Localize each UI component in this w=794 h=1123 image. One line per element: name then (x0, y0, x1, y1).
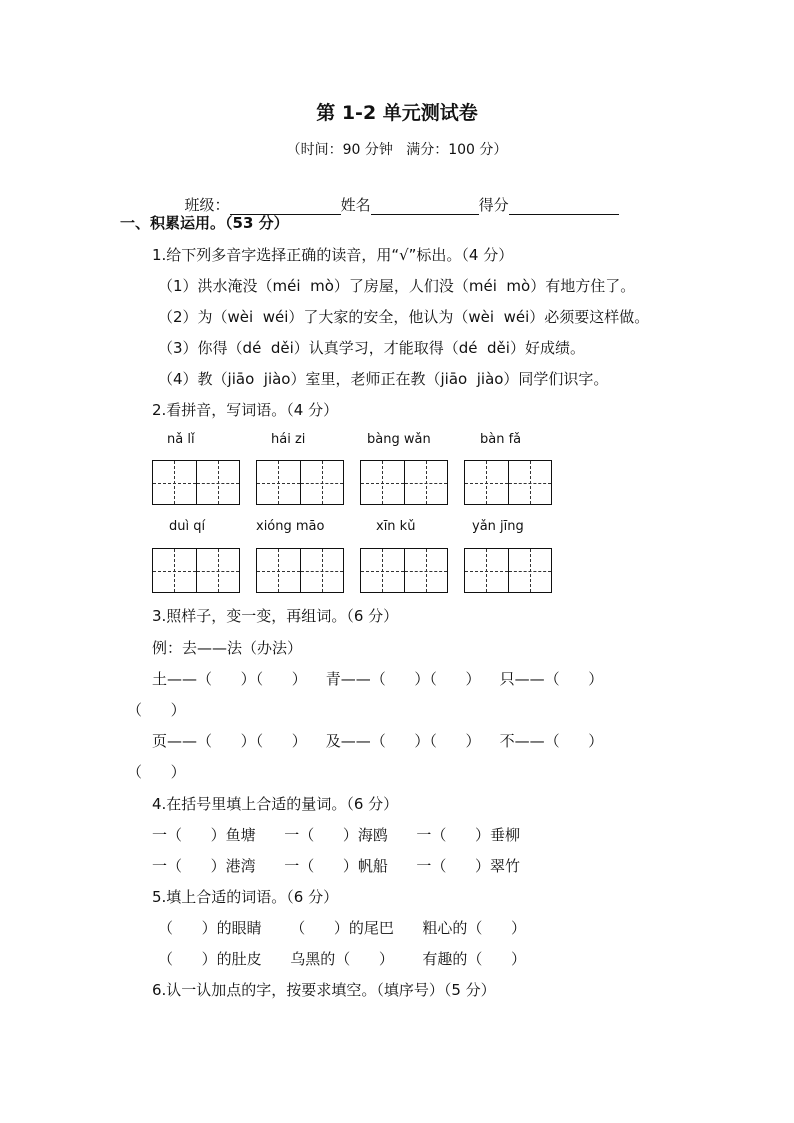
student-info-row (175, 175, 619, 215)
q3-example: 例：去——法（办法） (152, 639, 303, 657)
exam-info: （时间：90 分钟 满分：100 分） (286, 142, 508, 158)
name-blank[interactable] (371, 197, 479, 215)
tianzige-box[interactable] (360, 460, 448, 505)
q3-prompt: 3.照样子，变一变，再组词。（6 分） (152, 607, 399, 625)
q3-line-2: 页——（ ）（ ） 及——（ ）（ ） 不——（ ） (152, 732, 604, 750)
q3-line-1: 土——（ ）（ ） 青——（ ）（ ） 只——（ ） (152, 670, 604, 688)
q5-prompt: 5.填上合适的词语。（6 分） (152, 888, 339, 906)
section-heading: 一、积累运用。（53 分） (120, 214, 289, 232)
q4-prompt: 4.在括号里填上合适的量词。（6 分） (152, 795, 399, 813)
tianzige-box[interactable] (152, 460, 240, 505)
page-title: 第 1-2 单元测试卷 (316, 102, 478, 124)
tianzige-box[interactable] (152, 548, 240, 593)
class-label: 班级： (184, 196, 230, 214)
tianzige-box[interactable] (464, 460, 552, 505)
q1-prompt: 1.给下列多音字选择正确的读音，用“√”标出。（4 分） (152, 246, 514, 264)
q3-line-2-wrap: （ ） (127, 763, 186, 781)
q5-line-1: （ ）的眼睛 （ ）的尾巴 粗心的（ ） (158, 919, 527, 937)
tianzige-box[interactable] (256, 548, 344, 593)
q4-line-2: 一（ ）港湾 一（ ）帆船 一（ ）翠竹 (152, 857, 521, 875)
tianzige-box[interactable] (464, 548, 552, 593)
q5-line-2: （ ）的肚皮 乌黑的（ ） 有趣的（ ） (158, 950, 527, 968)
tianzige-box[interactable] (256, 460, 344, 505)
pinyin-label: hái zi (271, 432, 306, 447)
q6-prompt: 6.认一认加点的字，按要求填空。（填序号）（5 分） (152, 981, 496, 999)
tianzige-box[interactable] (360, 548, 448, 593)
q2-prompt: 2.看拼音，写词语。（4 分） (152, 401, 339, 419)
q4-line-1: 一（ ）鱼塘 一（ ）海鸥 一（ ）垂柳 (152, 826, 521, 844)
pinyin-label: xīn kǔ (376, 519, 416, 534)
q1-item-4: （4）教（jiāo jiào）室里，老师正在教（jiāo jiào）同学们识字。 (158, 370, 609, 388)
name-label: 姓名 (340, 196, 371, 214)
pinyin-label: duì qí (169, 519, 206, 534)
q1-item-1: （1）洪水淹没（méi mò）了房屋，人们没（méi mò）有地方住了。 (158, 277, 636, 295)
score-label: 得分 (478, 196, 509, 214)
pinyin-label: bàng wǎn (367, 432, 431, 447)
q3-line-1-wrap: （ ） (127, 701, 186, 719)
q1-item-3: （3）你得（dé děi）认真学习，才能取得（dé děi）好成绩。 (158, 339, 585, 357)
pinyin-label: xióng māo (256, 519, 325, 534)
score-blank[interactable] (509, 197, 619, 215)
q1-item-2: （2）为（wèi wéi）了大家的安全，他认为（wèi wéi）必须要这样做。 (158, 308, 650, 326)
pinyin-label: nǎ lǐ (167, 432, 195, 447)
pinyin-label: yǎn jīng (472, 519, 524, 534)
pinyin-label: bàn fǎ (480, 432, 522, 447)
